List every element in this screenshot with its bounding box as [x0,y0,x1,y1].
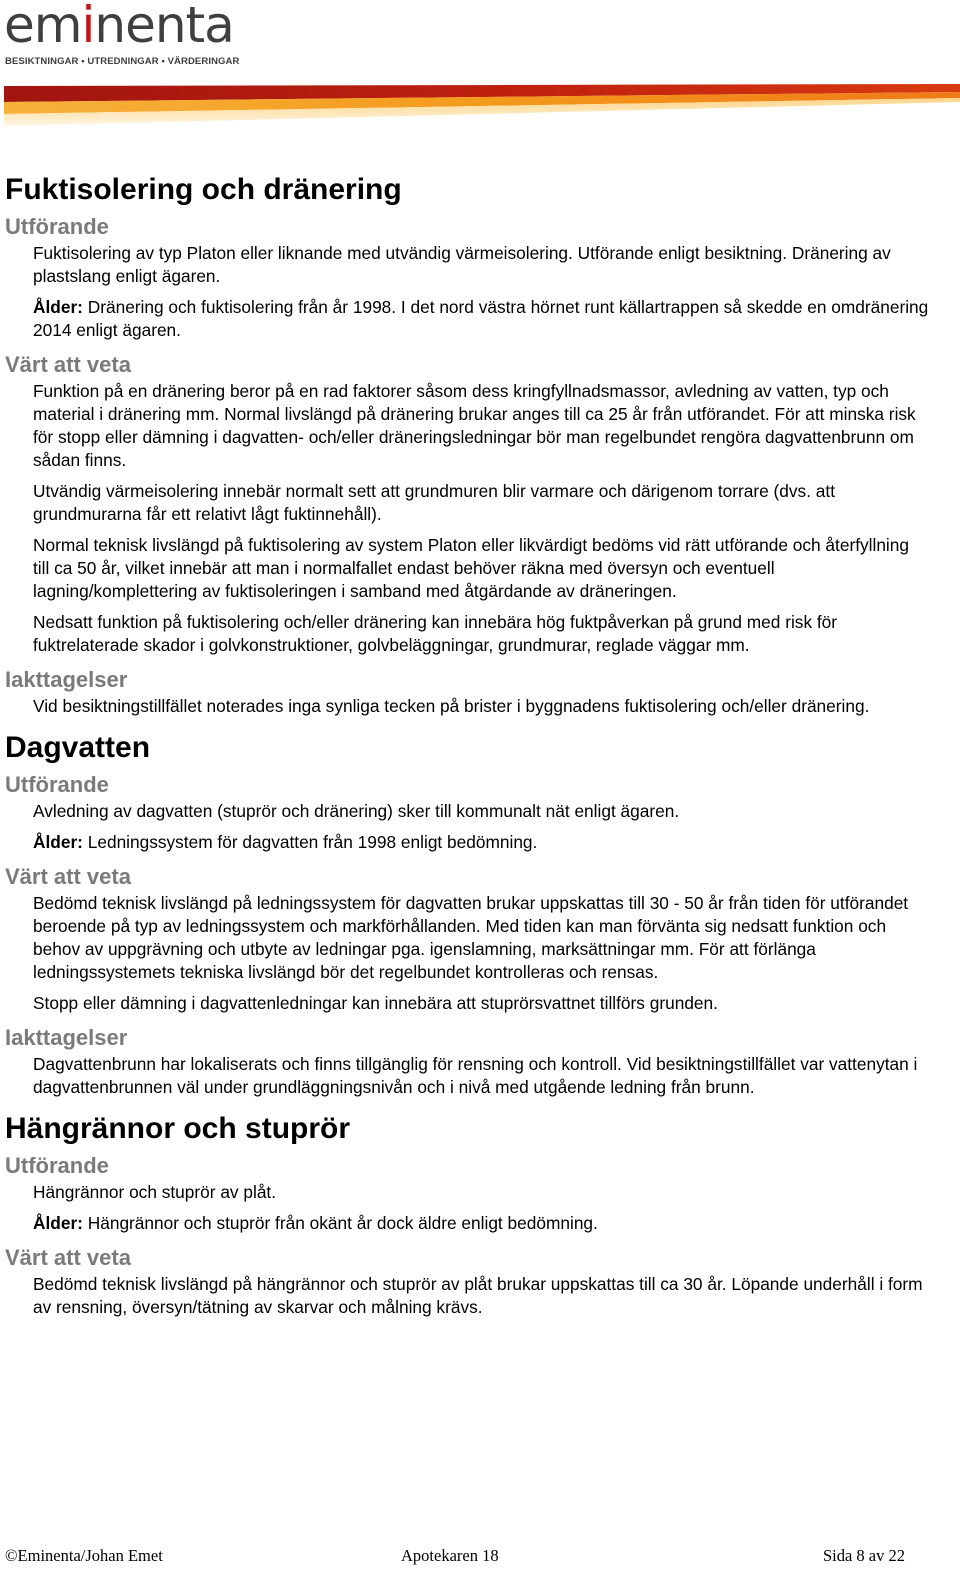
paragraph-text: Stopp eller dämning i dagvattenledningar kan innebära att stuprörsvattnet tillförs grunden. [33,993,718,1013]
paragraph-text: Hängrännor och stuprör från okänt år dock äldre enligt bedömning. [82,1213,598,1233]
report-subsection [0,665,960,718]
paragraph [33,1181,930,1204]
paragraph-text: Bedömd teknisk livslängd på hängrännor och stuprör av plåt brukar uppskattas till ca 30 år. Löpande underhåll i form av rensning, översyn/tätning av skarvar och målning krävs. [33,1274,923,1317]
paragraph [33,1273,930,1319]
age-label: Ålder: [33,297,83,317]
paragraph [33,242,930,288]
paragraph [33,380,930,472]
footer-property: Apotekaren 18 [401,1546,499,1565]
section-title: Dagvatten [5,731,151,764]
logo-wordmark: eminenta [4,0,234,56]
paragraph-text: Fuktisolering av typ Platon eller liknande med utvändig värmeisolering. Utförande enligt besiktning. Dränering av plastslang enligt ägaren. [33,243,891,286]
paragraph [33,831,930,854]
report-subsection [0,862,960,1015]
paragraph-text: Utvändig värmeisolering innebär normalt sett att grundmuren blir varmare och därigenom torrare (dvs. att grundmurarna får ett relativt lågt fuktinnehåll). [33,481,836,524]
age-label: Ålder: [33,1213,83,1233]
age-label: Ålder: [33,832,83,852]
paragraph-text: Vid besiktningstillfället noterades inga synliga tecken på brister i byggnadens fuktisolering och/eller dränering. [33,696,870,716]
paragraph [33,892,930,984]
paragraph-text: Hängrännor och stuprör av plåt. [33,1182,277,1202]
paragraph-text: Dagvattenbrunn har lokaliserats och finns tillgänglig för rensning och kontroll. Vid besiktningstillfället var vattenytan i dagvattenbrunnen väl under grundläggningsnivån och i nivå med utgående ledning från brunn. [33,1054,918,1097]
company-logo [4,0,244,72]
page-footer [5,1546,905,1568]
subsection-heading: Värt att veta [5,352,131,377]
report-subsection [0,212,960,342]
paragraph-text: Normal teknisk livslängd på fuktisolering av system Platon eller likvärdigt bedöms vid rätt utförande och återfyllning till ca 50 år, vilket innebär att man i normalfallet endast behöver räkna med översyn och eventuell lagning/komplettering av fuktisoleringen i samband med åtgärdande av dräneringen. [33,535,909,601]
logo-tagline: BESIKTNINGAR • UTREDNINGAR • VÄRDERINGAR [5,56,240,67]
paragraph [33,695,930,718]
paragraph-text: Nedsatt funktion på fuktisolering och/eller dränering kan innebära hög fuktpåverkan på grund med risk för fuktrelaterade skador i golvkonstruktioner, golvbeläggningar, grundmurar, reglade väggar mm. [33,612,838,655]
subsection-heading: Värt att veta [5,1245,131,1270]
report-subsection [0,350,960,657]
header-banner-stripe [4,80,960,128]
section-title: Hängrännor och stuprör [5,1112,351,1145]
logo-red-i: i [81,0,95,54]
report-section [0,168,960,718]
subsection-heading: Värt att veta [5,864,131,889]
subsection-heading: Utförande [5,214,109,239]
report-section [0,1107,960,1319]
paragraph [33,992,930,1015]
subsection-heading: Iakttagelser [5,667,128,692]
paragraph [33,1212,930,1235]
paragraph [33,800,930,823]
subsection-heading: Utförande [5,772,109,797]
report-section [0,726,960,1099]
report-subsection [0,770,960,854]
report-subsection [0,1023,960,1099]
paragraph [33,534,930,603]
paragraph-text: Dränering och fuktisolering från år 1998. I det nord västra hörnet runt källartrappen så skedde en omdränering 2014 enligt ägaren. [33,297,929,340]
paragraph-text: Ledningssystem för dagvatten från 1998 enligt bedömning. [82,832,538,852]
section-title: Fuktisolering och dränering [5,173,402,206]
paragraph-text: Funktion på en dränering beror på en rad faktorer såsom dess kringfyllnadsmassor, avledning av vatten, typ och material i dränering mm. Normal livslängd på dränering brukar anges till ca 25 år från utförandet. För att minska risk för stopp eller dämning i dagvatten- och/eller dräneringsledningar bör man regelbundet rengöra dagvattenbrunn om sådan finns. [33,381,916,470]
paragraph-text: Bedömd teknisk livslängd på ledningssystem för dagvatten brukar uppskattas till 30 - 50 år från tiden för utförandet beroende på typ av ledningssystem och markförhållanden. Med tiden kan man förvänta sig nedsatt funktion och behov av uppgrävning och utbyte av ledningar pga. igenslamning, marksättningar mm. För att förlänga ledningssystemets tekniska livslängd bör det regelbundet kontrolleras och rensas. [33,893,909,982]
report-subsection [0,1151,960,1235]
paragraph [33,480,930,526]
report-content [0,168,960,1327]
paragraph-text: Avledning av dagvatten (stuprör och dränering) sker till kommunalt nät enligt ägaren. [33,801,680,821]
report-subsection [0,1243,960,1319]
paragraph [33,296,930,342]
paragraph [33,611,930,657]
footer-copyright: ©Eminenta/Johan Emet [5,1546,163,1565]
paragraph [33,1053,930,1099]
subsection-heading: Iakttagelser [5,1025,128,1050]
footer-page-number: Sida 8 av 22 [822,1546,905,1565]
subsection-heading: Utförande [5,1153,109,1178]
